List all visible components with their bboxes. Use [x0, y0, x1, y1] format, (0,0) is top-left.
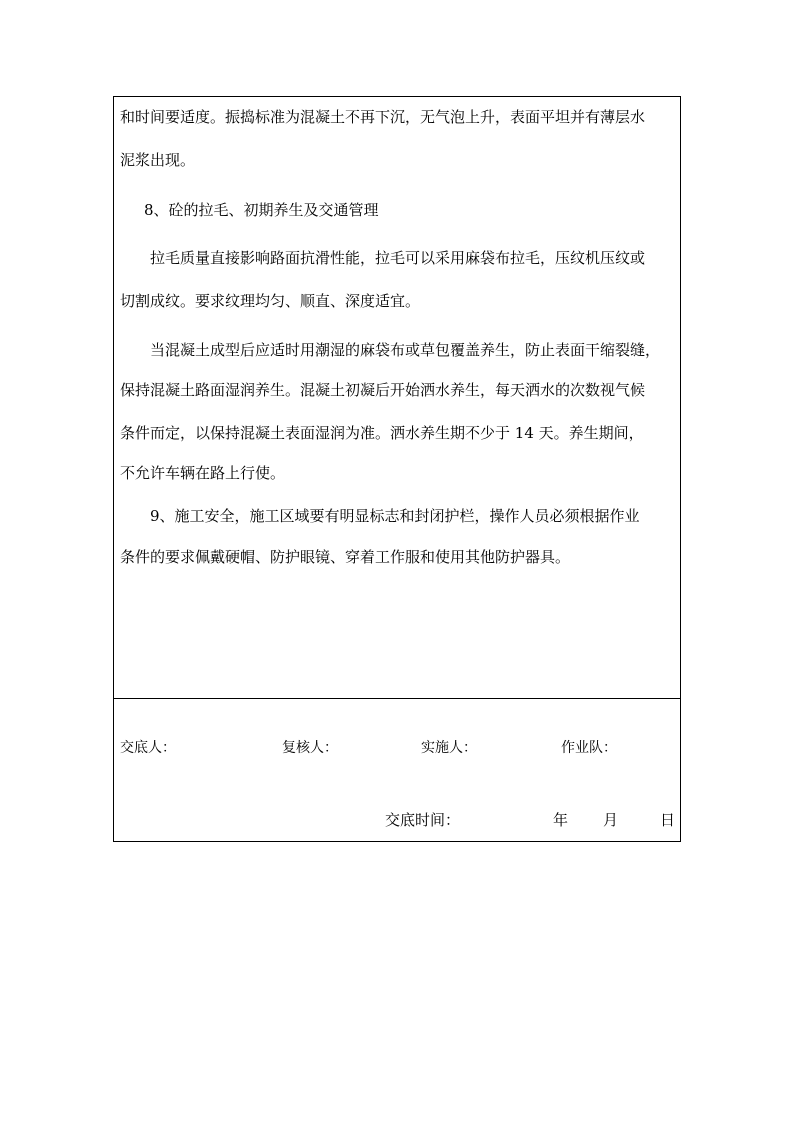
date-day: 日: [660, 811, 676, 829]
section-heading-8: 8、砼的拉毛、初期养生及交通管理: [144, 201, 379, 219]
content-line: 和时间要适度。振捣标准为混凝土不再下沉，无气泡上升，表面平坦并有薄层水: [120, 108, 646, 126]
content-line: 拉毛质量直接影响路面抗滑性能，拉毛可以采用麻袋布拉毛，压纹机压纹或: [150, 249, 646, 267]
section-heading-9: 9、施工安全，施工区域要有明显标志和封闭护栏，操作人员必须根据作业: [150, 507, 640, 525]
disclosure-table: [113, 96, 681, 842]
implementer-label: 实施人：: [421, 740, 477, 756]
content-line: 条件而定，以保持混凝土表面湿润为准。洒水养生期不少于 14 天。养生期间，: [120, 424, 644, 442]
date-label: 交底时间：: [385, 811, 461, 829]
date-year: 年: [553, 811, 569, 829]
team-label: 作业队：: [561, 740, 617, 756]
content-line: 切割成纹。要求纹理均匀、顺直、深度适宜。: [120, 292, 421, 310]
content-cell: [114, 97, 680, 699]
content-line: 不允许车辆在路上行使。: [120, 464, 286, 482]
content-line: 条件的要求佩戴硬帽、防护眼镜、穿着工作服和使用其他防护器具。: [120, 548, 571, 566]
reviewer-label: 复核人：: [282, 740, 338, 756]
content-line: 保持混凝土路面湿润养生。混凝土初凝后开始洒水养生，每天洒水的次数视气候: [120, 381, 646, 399]
signature-cell: [114, 699, 680, 841]
date-month: 月: [603, 811, 619, 829]
presenter-label: 交底人：: [120, 740, 176, 756]
content-line: 当混凝土成型后应适时用潮湿的麻袋布或草包覆盖养生，防止表面干缩裂缝，: [150, 341, 661, 359]
content-line: 泥浆出现。: [120, 151, 196, 169]
